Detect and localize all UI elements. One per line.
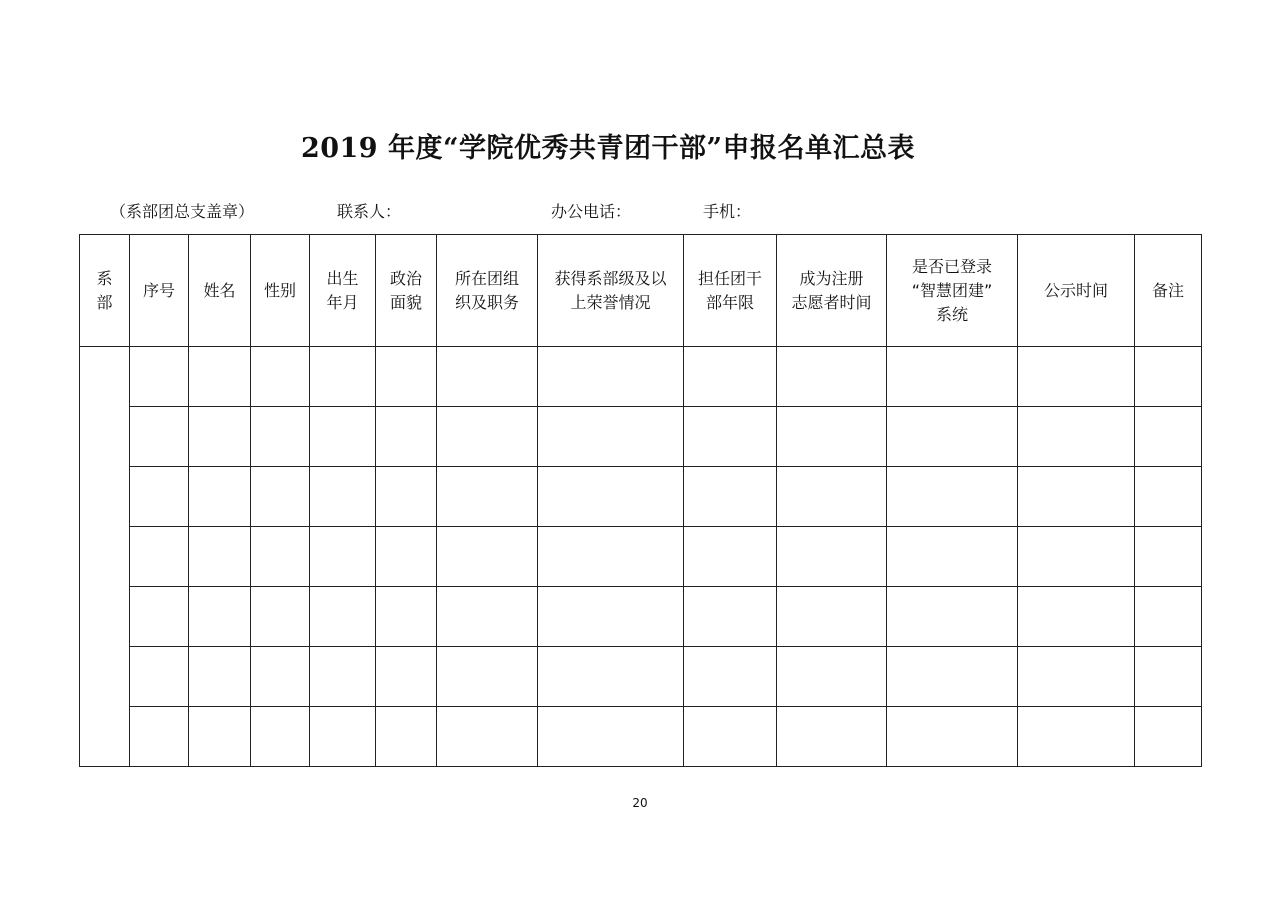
- header-birth: 出生 年月: [310, 235, 376, 347]
- table-cell[interactable]: [189, 527, 251, 587]
- table-cell[interactable]: [251, 467, 310, 527]
- table-cell[interactable]: [887, 527, 1018, 587]
- contact-label: 联系人：: [337, 202, 402, 221]
- header-smart-system: 是否已登录 “智慧团建” 系统: [887, 235, 1018, 347]
- table-cell[interactable]: [887, 407, 1018, 467]
- header-name: 姓名: [189, 235, 251, 347]
- office-phone-label: 办公电话：: [551, 202, 632, 221]
- table-cell[interactable]: [251, 347, 310, 407]
- table-cell[interactable]: [538, 647, 684, 707]
- table-row: [80, 467, 1202, 527]
- seal-label: （系部团总支盖章）: [110, 202, 255, 221]
- table-cell[interactable]: [1135, 467, 1202, 527]
- table-cell[interactable]: [189, 707, 251, 767]
- table-cell[interactable]: [777, 707, 887, 767]
- table-row: [80, 347, 1202, 407]
- table-cell[interactable]: [376, 527, 437, 587]
- header-row: [80, 235, 1202, 347]
- table-cell[interactable]: [887, 467, 1018, 527]
- table-cell[interactable]: [310, 527, 376, 587]
- table-row: [80, 587, 1202, 647]
- table-cell[interactable]: [684, 407, 777, 467]
- table-cell[interactable]: [310, 647, 376, 707]
- header-political: 政治 面貌: [376, 235, 437, 347]
- table-cell[interactable]: [1018, 707, 1135, 767]
- table-cell[interactable]: [189, 407, 251, 467]
- table-cell[interactable]: [1135, 347, 1202, 407]
- table-row: [80, 647, 1202, 707]
- table-cell[interactable]: [1018, 647, 1135, 707]
- dept-cell[interactable]: [80, 347, 130, 767]
- table-cell[interactable]: [437, 647, 538, 707]
- table-cell[interactable]: [310, 347, 376, 407]
- table-cell[interactable]: [538, 347, 684, 407]
- table-cell[interactable]: [1135, 587, 1202, 647]
- table-cell[interactable]: [189, 647, 251, 707]
- table-cell[interactable]: [437, 527, 538, 587]
- table-cell[interactable]: [310, 587, 376, 647]
- table-cell[interactable]: [1018, 407, 1135, 467]
- table-cell[interactable]: [310, 407, 376, 467]
- table-cell[interactable]: [538, 407, 684, 467]
- table-cell[interactable]: [777, 527, 887, 587]
- table-cell[interactable]: [376, 707, 437, 767]
- table-cell[interactable]: [538, 467, 684, 527]
- table-cell[interactable]: [887, 587, 1018, 647]
- table-cell[interactable]: [130, 647, 189, 707]
- table-cell[interactable]: [684, 707, 777, 767]
- table-cell[interactable]: [1135, 527, 1202, 587]
- table-cell[interactable]: [777, 647, 887, 707]
- table-cell[interactable]: [777, 587, 887, 647]
- table-cell[interactable]: [130, 527, 189, 587]
- table-cell[interactable]: [376, 407, 437, 467]
- table-cell[interactable]: [189, 587, 251, 647]
- table-cell[interactable]: [1018, 587, 1135, 647]
- table-cell[interactable]: [130, 587, 189, 647]
- table-cell[interactable]: [251, 647, 310, 707]
- table-row: [80, 407, 1202, 467]
- table-cell[interactable]: [887, 347, 1018, 407]
- table-cell[interactable]: [437, 467, 538, 527]
- table-cell[interactable]: [130, 467, 189, 527]
- table-cell[interactable]: [538, 707, 684, 767]
- page-number: 20: [632, 796, 648, 810]
- table-cell[interactable]: [310, 707, 376, 767]
- table-row: [80, 527, 1202, 587]
- table-cell[interactable]: [251, 407, 310, 467]
- table-cell[interactable]: [887, 647, 1018, 707]
- header-dept: 系 部: [80, 235, 130, 347]
- header-honors: 获得系部级及以 上荣誉情况: [538, 235, 684, 347]
- header-volunteer: 成为注册 志愿者时间: [777, 235, 887, 347]
- header-org-position: 所在团组 织及职务: [437, 235, 538, 347]
- table-cell[interactable]: [376, 587, 437, 647]
- table-cell[interactable]: [130, 707, 189, 767]
- table-cell[interactable]: [376, 467, 437, 527]
- header-publicity-time: 公示时间: [1018, 235, 1135, 347]
- table-cell[interactable]: [437, 707, 538, 767]
- table-cell[interactable]: [538, 527, 684, 587]
- table-cell[interactable]: [189, 347, 251, 407]
- table-cell[interactable]: [887, 707, 1018, 767]
- header-index: 序号: [130, 235, 189, 347]
- table-cell[interactable]: [130, 347, 189, 407]
- header-gender: 性别: [251, 235, 310, 347]
- table-cell[interactable]: [437, 587, 538, 647]
- table-cell[interactable]: [130, 407, 189, 467]
- table-cell[interactable]: [251, 527, 310, 587]
- table-cell[interactable]: [437, 347, 538, 407]
- table-cell[interactable]: [376, 347, 437, 407]
- table-cell[interactable]: [684, 467, 777, 527]
- table-cell[interactable]: [1018, 467, 1135, 527]
- header-years: 担任团干 部年限: [684, 235, 777, 347]
- header-remarks: 备注: [1135, 235, 1202, 347]
- table-cell[interactable]: [1018, 347, 1135, 407]
- table-cell[interactable]: [777, 347, 887, 407]
- table-cell[interactable]: [376, 647, 437, 707]
- table-cell[interactable]: [1135, 707, 1202, 767]
- table-cell[interactable]: [310, 467, 376, 527]
- table-cell[interactable]: [1135, 647, 1202, 707]
- table-cell[interactable]: [1018, 527, 1135, 587]
- table-cell[interactable]: [1135, 407, 1202, 467]
- table-cell[interactable]: [251, 587, 310, 647]
- table-cell[interactable]: [251, 707, 310, 767]
- table-cell[interactable]: [777, 407, 887, 467]
- table-cell[interactable]: [538, 587, 684, 647]
- table-cell[interactable]: [777, 467, 887, 527]
- summary-table: [79, 234, 1202, 767]
- table-cell[interactable]: [684, 647, 777, 707]
- table-row: [80, 707, 1202, 767]
- table-cell[interactable]: [684, 527, 777, 587]
- table-cell[interactable]: [437, 407, 538, 467]
- table-cell[interactable]: [684, 587, 777, 647]
- page-title: 2019 年度“学院优秀共青团干部”申报名单汇总表: [300, 133, 916, 164]
- table-cell[interactable]: [189, 467, 251, 527]
- mobile-label: 手机：: [703, 202, 752, 221]
- table-cell[interactable]: [684, 347, 777, 407]
